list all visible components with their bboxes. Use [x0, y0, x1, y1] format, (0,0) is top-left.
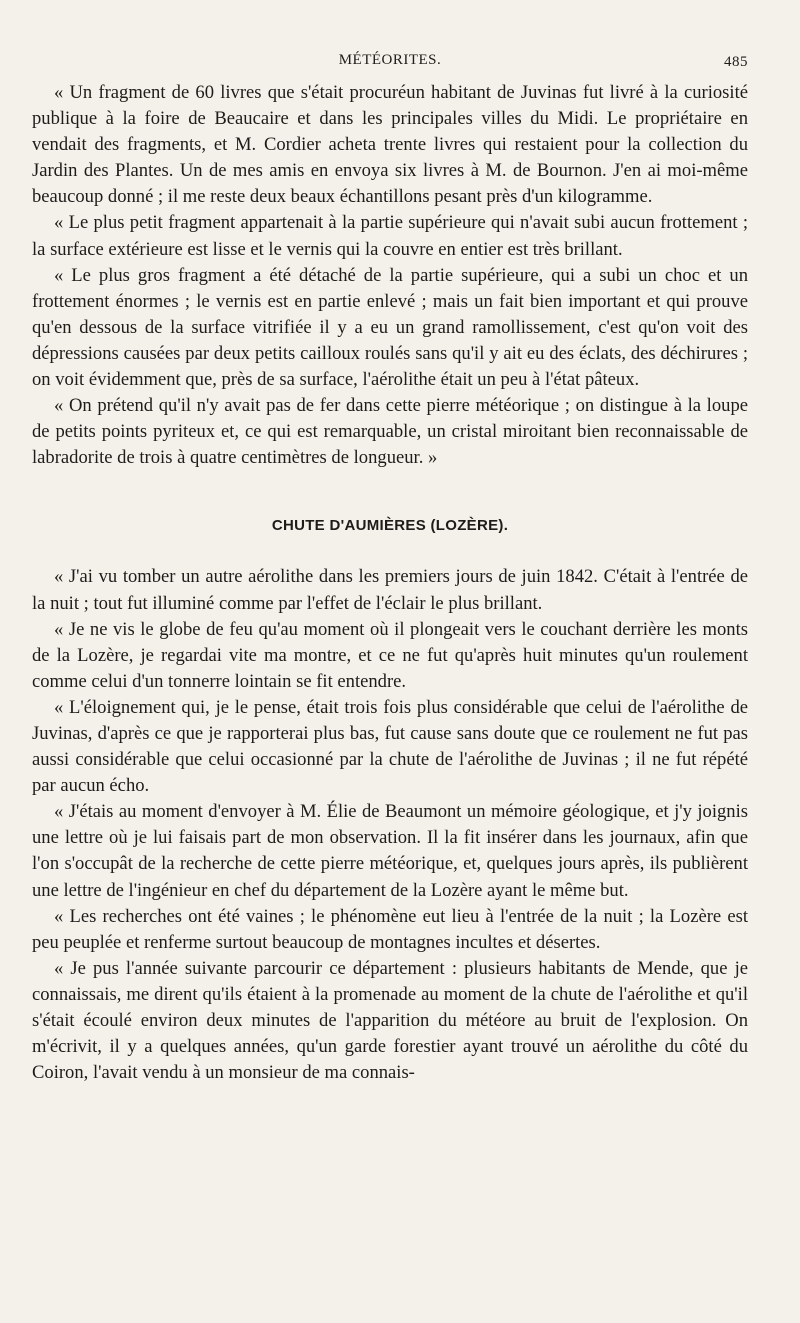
running-title: MÉTÉORITES. — [338, 52, 442, 68]
body-text-bottom — [32, 564, 748, 1086]
paragraph: « Un fragment de 60 livres que s'était procuréun habitant de Juvinas fut livré à la curiosité publique à la foire de Beaucaire et dans les principales villes du Midi. Le propriétaire en vendait des fragments, et M. Cordier acheta trente livres qui restaient pour la collection du Jardin des Plantes. Un de mes amis en envoya six livres à M. de Bournon. J'en ai moi-même beaucoup donné ; il me reste deux beaux échantillons pesant près d'un kilogramme. — [32, 82, 748, 208]
paragraph: « Le plus petit fragment appartenait à la partie supérieure qui n'avait subi aucun frottement ; la surface extérieure est lisse et le vernis qui la couvre en entier est très brillant. — [32, 212, 748, 260]
paragraph: « J'étais au moment d'envoyer à M. Élie de Beaumont un mémoire géologique, et j'y joignis une lettre où je lui faisais part de mon observation. Il la fit insérer dans les journaux, afin que l'on s'occupât de la recherche de cette pierre météorique, et, quelques jours après, ils publièrent une lettre de l'ingénieur en chef du département de la Lozère ayant le même but. — [32, 801, 748, 901]
paragraph: « Je ne vis le globe de feu qu'au moment où il plongeait vers le couchant derrière les monts de la Lozère, je regardai vite ma montre, et ce ne fut qu'après huit minutes qu'un roulement comme celui d'un tonnerre lointain se fit entendre. — [32, 618, 748, 692]
paragraph: « On prétend qu'il n'y avait pas de fer dans cette pierre météorique ; on distingue à la loupe de petits points pyriteux et, ce qui est remarquable, un cristal miroitant bien reconnaissable de labradorite de trois à quatre centimètres de longueur. » — [32, 395, 748, 469]
page-number: 485 — [724, 54, 748, 70]
paragraph: « Le plus gros fragment a été détaché de la partie supérieure, qui a subi un choc et un frottement énormes ; le vernis est en partie enlevé ; mais un fait bien important et qui prouve qu'en dessous de la surface vitrifiée il y a eu un grand ramollissement, c'est qu'on voit des dépressions causées par deux petits cailloux roulés sans qu'il y ait eu des éclats, des déchirures ; on voit évidemment que, près de sa surface, l'aérolithe était un peu à l'état pâteux. — [32, 264, 748, 391]
section-heading: CHUTE D'AUMIÈRES (LOZÈRE). — [271, 517, 509, 535]
body-text-top — [32, 80, 748, 471]
running-head — [32, 52, 748, 80]
paragraph: « J'ai vu tomber un autre aérolithe dans les premiers jours de juin 1842. C'était à l'entrée de la nuit ; tout fut illuminé comme par l'effet de l'éclair le plus brillant. — [32, 566, 748, 614]
paragraph: « L'éloignement qui, je le pense, était trois fois plus considérable que celui de l'aérolithe de Juvinas, d'après ce que je rapporterai plus bas, fut cause sans doute que ce roulement ne fut pas aussi considérable que celui occasionné par la chute de l'aérolithe de Juvinas ; il ne fut répété par aucun écho. — [32, 696, 748, 797]
paragraph: « Je pus l'année suivante parcourir ce département : plusieurs habitants de Mende, que je connaissais, me dirent qu'ils étaient à la promenade au moment de la chute de l'aérolithe et qu'il s'était écoulé environ deux minutes de l'apparition du météore au bruit de l'explosion. On m'écrivit, il y a quelques années, qu'un garde forestier ayant trouvé un aérolithe du côté du Coiron, l'avait vendu à un monsieur de ma connais- — [32, 957, 748, 1084]
paragraph: « Les recherches ont été vaines ; le phénomène eut lieu à l'entrée de la nuit ; la Lozère est peu peuplée et renferme surtout beaucoup de montagnes incultes et désertes. — [32, 905, 748, 953]
